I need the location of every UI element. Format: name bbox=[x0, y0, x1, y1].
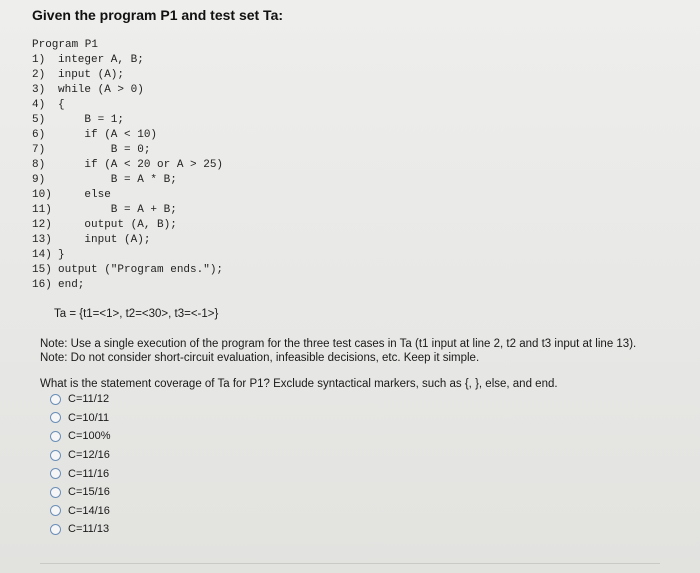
line-number: 13) bbox=[32, 234, 52, 246]
code-line bbox=[32, 83, 223, 98]
code-line bbox=[32, 218, 223, 233]
radio-button-icon[interactable] bbox=[50, 524, 61, 535]
code-text: else bbox=[58, 189, 111, 201]
code-text: input (A); bbox=[58, 69, 125, 81]
code-line bbox=[32, 98, 223, 113]
option-label: C=10/11 bbox=[68, 411, 110, 424]
line-number: 15) bbox=[32, 264, 52, 276]
code-text: B = 1; bbox=[58, 114, 125, 126]
line-number: 4) bbox=[32, 99, 46, 111]
test-set-definition: Ta = {t1=<1>, t2=<30>, t3=<-1>} bbox=[54, 308, 219, 320]
answer-option[interactable] bbox=[50, 520, 111, 539]
code-text: while (A > 0) bbox=[58, 84, 144, 96]
code-line bbox=[32, 203, 223, 218]
line-number: 10) bbox=[32, 189, 52, 201]
code-text: integer A, B; bbox=[58, 54, 144, 66]
code-line bbox=[32, 188, 223, 203]
radio-button-icon[interactable] bbox=[50, 487, 61, 498]
line-number: 11) bbox=[32, 204, 52, 216]
code-text: B = 0; bbox=[58, 144, 151, 156]
line-number: 16) bbox=[32, 279, 52, 291]
option-label: C=14/16 bbox=[68, 504, 110, 517]
code-line bbox=[32, 113, 223, 128]
code-line bbox=[32, 68, 223, 83]
answer-option[interactable] bbox=[50, 483, 111, 502]
line-number: 14) bbox=[32, 249, 52, 261]
line-number: 9) bbox=[32, 174, 46, 186]
option-label: C=12/16 bbox=[68, 449, 110, 462]
answer-option[interactable] bbox=[50, 464, 111, 483]
answer-option[interactable] bbox=[50, 390, 111, 409]
option-label: C=100% bbox=[68, 430, 111, 443]
radio-button-icon[interactable] bbox=[50, 431, 61, 442]
code-text: input (A); bbox=[58, 234, 151, 246]
answer-option[interactable] bbox=[50, 409, 111, 428]
code-text: if (A < 10) bbox=[58, 129, 158, 141]
radio-button-icon[interactable] bbox=[50, 412, 61, 423]
code-text: output ("Program ends."); bbox=[58, 264, 224, 276]
code-line bbox=[32, 233, 223, 248]
option-label: C=11/13 bbox=[68, 523, 110, 536]
code-text: { bbox=[58, 99, 65, 111]
line-number: 6) bbox=[32, 129, 46, 141]
note-short-circuit: Note: Do not consider short-circuit evaluation, infeasible decisions, etc. Keep it simple. bbox=[40, 352, 480, 364]
line-number: 2) bbox=[32, 69, 46, 81]
code-line bbox=[32, 173, 223, 188]
program-code-block bbox=[32, 38, 223, 293]
code-line bbox=[32, 278, 223, 293]
code-text: B = A * B; bbox=[58, 174, 177, 186]
code-line bbox=[32, 158, 223, 173]
answer-option[interactable] bbox=[50, 502, 111, 521]
line-number: 8) bbox=[32, 159, 46, 171]
answer-options bbox=[50, 390, 111, 539]
line-number: 1) bbox=[32, 54, 46, 66]
code-line bbox=[32, 263, 223, 278]
code-line bbox=[32, 143, 223, 158]
code-text: } bbox=[58, 249, 65, 261]
radio-button-icon[interactable] bbox=[50, 450, 61, 461]
answer-option[interactable] bbox=[50, 446, 111, 465]
code-text: B = A + B; bbox=[58, 204, 177, 216]
code-text: if (A < 20 or A > 25) bbox=[58, 159, 224, 171]
answer-option[interactable] bbox=[50, 427, 111, 446]
code-line bbox=[32, 248, 223, 263]
code-text: output (A, B); bbox=[58, 219, 177, 231]
program-header: Program P1 bbox=[32, 39, 99, 51]
option-label: C=15/16 bbox=[68, 486, 110, 499]
line-number: 7) bbox=[32, 144, 46, 156]
line-number: 5) bbox=[32, 114, 46, 126]
question-text: What is the statement coverage of Ta for P1? Exclude syntactical markers, such as {, }, else, and end. bbox=[40, 378, 558, 390]
option-label: C=11/12 bbox=[68, 393, 110, 406]
line-number: 3) bbox=[32, 84, 46, 96]
code-line bbox=[32, 128, 223, 143]
divider bbox=[40, 563, 660, 564]
question-title: Given the program P1 and test set Ta: bbox=[32, 7, 284, 23]
line-number: 12) bbox=[32, 219, 52, 231]
code-line bbox=[32, 53, 223, 68]
radio-button-icon[interactable] bbox=[50, 468, 61, 479]
code-text: end; bbox=[58, 279, 85, 291]
radio-button-icon[interactable] bbox=[50, 505, 61, 516]
option-label: C=11/16 bbox=[68, 467, 110, 480]
note-single-execution: Note: Use a single execution of the program for the three test cases in Ta (t1 input at line 2, t2 and t3 input at line 13). bbox=[40, 338, 637, 350]
radio-button-icon[interactable] bbox=[50, 394, 61, 405]
notes-block bbox=[40, 337, 636, 365]
